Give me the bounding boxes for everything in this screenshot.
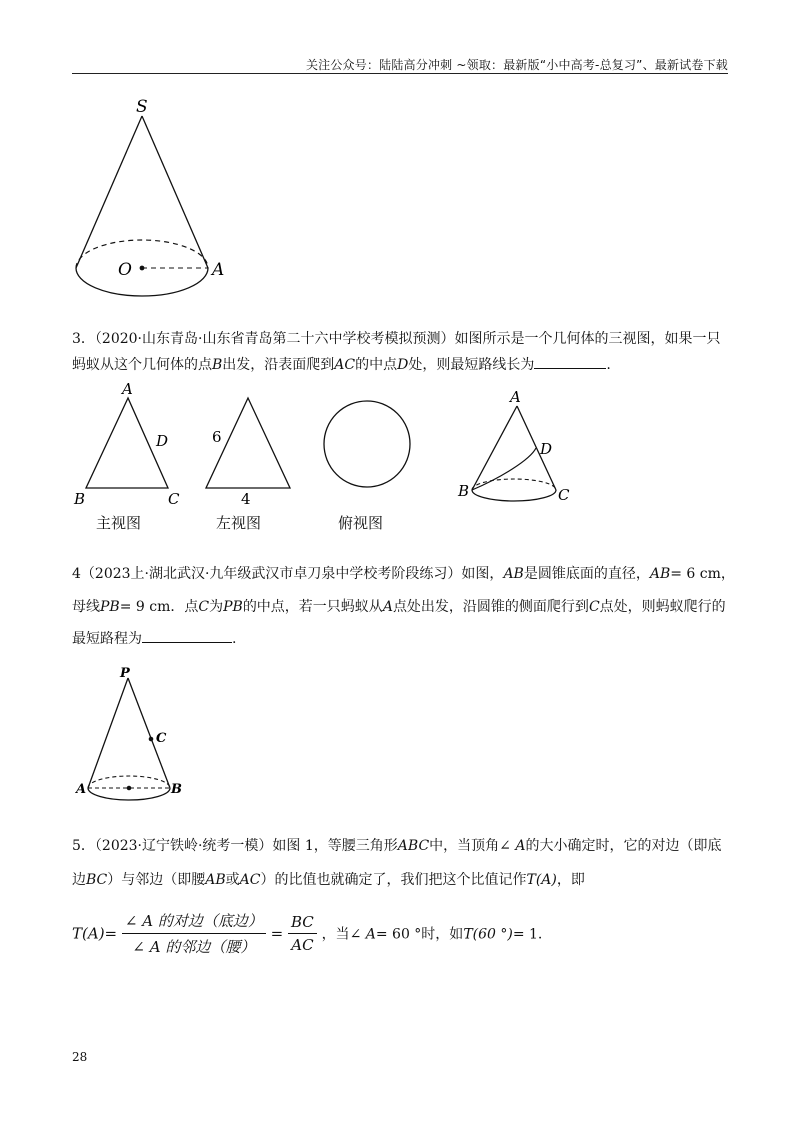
q3-cone-shortest-path bbox=[472, 448, 536, 490]
q5-formula bbox=[72, 910, 542, 957]
q5-line1 bbox=[72, 835, 721, 855]
q3-var-B: B bbox=[212, 357, 223, 373]
cone1-left-slant bbox=[76, 116, 142, 268]
q3-var-D: D bbox=[397, 357, 409, 373]
formula-fraction-2 bbox=[288, 913, 317, 954]
front-label-D: D bbox=[156, 432, 169, 450]
q4-line3 bbox=[72, 628, 236, 648]
left-base-length: 4 bbox=[241, 490, 251, 508]
formula-tail-text: = 60 °时，如 bbox=[375, 926, 464, 943]
q4-label-B: B bbox=[171, 782, 182, 797]
page-number: 28 bbox=[72, 1050, 88, 1064]
q4-answer-blank[interactable] bbox=[142, 628, 232, 643]
q3-text: . bbox=[606, 357, 611, 373]
q5-text: ）的比值也就确定了，我们把这个比值记作 bbox=[260, 872, 527, 888]
cone1-center-dot bbox=[140, 266, 145, 271]
q4-text: 4（2023上·湖北武汉·九年级武汉市卓刀泉中学校考阶段练习）如图， bbox=[72, 566, 504, 582]
q4-var-A: A bbox=[382, 599, 393, 615]
cone1-label-O: O bbox=[118, 260, 132, 280]
front-view-caption: 主视图 bbox=[96, 514, 142, 532]
q3-source: （2020·山东青岛·山东省青岛第二十六中学校考模拟预测）如图所示是一个几何体的三视图，如果一只 bbox=[94, 331, 721, 347]
front-label-A: A bbox=[122, 380, 133, 398]
formula-fraction-1 bbox=[122, 910, 266, 957]
q3-cone-base-front bbox=[472, 490, 556, 501]
q4-text: 是圆锥底面的直径， bbox=[523, 566, 650, 582]
q3-text: 蚂蚁从这个几何体的点 bbox=[72, 357, 212, 373]
q3-answer-blank[interactable] bbox=[534, 354, 606, 369]
q3-line1 bbox=[72, 328, 720, 348]
formula-T60: T(60 °) bbox=[463, 926, 513, 943]
q3-cone-label-C: C bbox=[558, 486, 570, 504]
q5-text: 中，当顶角 bbox=[429, 838, 500, 854]
left-side-length: 6 bbox=[212, 428, 222, 446]
q3-var-AC: AC bbox=[334, 357, 356, 373]
q5-text: 的大小确定时，它的对边（即底 bbox=[525, 838, 722, 854]
q5-var-BC: BC bbox=[86, 872, 108, 888]
q5-text: ）与邻边（即腰 bbox=[107, 872, 206, 888]
q5-text: ，即 bbox=[556, 872, 585, 888]
page-header: 关注公众号：陆陆高分冲刺 ~领取：最新版“小中高考-总复习”、最新试卷下载 bbox=[305, 58, 728, 72]
q5-var-TA: T(A) bbox=[526, 872, 557, 888]
fraction-1-denominator: ∠ A 的邻边（腰） bbox=[132, 938, 256, 956]
top-view-caption: 俯视图 bbox=[338, 514, 384, 532]
q5-text: 5．（2023·辽宁铁岭·统考一模）如图 1，等腰三角形 bbox=[72, 838, 398, 854]
q3-three-views bbox=[60, 380, 600, 510]
q3-number: 3． bbox=[72, 331, 95, 347]
q4-var-PB: PB bbox=[100, 599, 120, 615]
q4-center-dot bbox=[127, 786, 132, 791]
q4-label-C: C bbox=[156, 731, 167, 746]
q4-line1 bbox=[72, 563, 735, 583]
q3-cone-label-B: B bbox=[458, 482, 470, 500]
top-view-circle bbox=[324, 401, 410, 487]
cone1-base-front bbox=[76, 268, 208, 296]
q3-line2 bbox=[72, 354, 611, 374]
header-rule bbox=[72, 73, 728, 74]
q4-text: = 6 cm， bbox=[670, 566, 735, 582]
q5-var-ABC: ABC bbox=[397, 838, 430, 854]
fraction-1-numerator: ∠ A 的对边（底边） bbox=[122, 910, 266, 934]
q3-cone-left bbox=[472, 406, 517, 490]
q4-text: 点处出发，沿圆锥的侧面爬行到 bbox=[392, 599, 589, 615]
q4-cone-figure bbox=[72, 664, 192, 804]
formula-tail-text: ，当 bbox=[321, 926, 350, 943]
cone-figure-1 bbox=[60, 90, 240, 310]
formula-lhs: T(A)= bbox=[72, 924, 118, 943]
q3-text: 处，则最短路线长为 bbox=[408, 357, 535, 373]
q4-text: . bbox=[232, 631, 237, 647]
q3-text: 的中点 bbox=[355, 357, 398, 373]
q4-label-A: A bbox=[76, 782, 87, 797]
q4-var-AB: AB bbox=[503, 566, 524, 582]
q5-text: 或 bbox=[225, 872, 240, 888]
q4-text: 为 bbox=[209, 599, 224, 615]
q4-var-PB: PB bbox=[223, 599, 243, 615]
cone1-label-S: S bbox=[136, 97, 148, 117]
q4-line2 bbox=[72, 596, 726, 616]
q3-cone-label-D: D bbox=[540, 440, 553, 458]
formula-angle-A: ∠ A bbox=[349, 926, 376, 943]
q4-cone-left bbox=[88, 678, 128, 788]
q4-text: 的中点，若一只蚂蚁从 bbox=[242, 599, 383, 615]
left-view-caption: 左视图 bbox=[216, 514, 262, 532]
q5-line2 bbox=[72, 869, 585, 889]
q4-text: 点处，则蚂蚁爬行的 bbox=[599, 599, 726, 615]
q4-text: 母线 bbox=[72, 599, 100, 615]
front-label-C: C bbox=[168, 490, 180, 508]
q4-var-C: C bbox=[588, 599, 600, 615]
q4-var-C: C bbox=[198, 599, 210, 615]
fraction-2-denominator: AC bbox=[291, 936, 314, 954]
q3-cone-label-A: A bbox=[510, 388, 521, 406]
cone1-right-slant bbox=[142, 116, 208, 268]
q4-text: 最短路程为 bbox=[72, 631, 142, 647]
q5-var-AB: AB bbox=[205, 872, 226, 888]
q5-var-angle-A: ∠ A bbox=[499, 838, 526, 854]
formula-equals: = bbox=[270, 924, 284, 943]
front-label-B: B bbox=[74, 490, 86, 508]
cone1-base-back bbox=[76, 240, 208, 268]
formula-tail-text: = 1. bbox=[512, 926, 543, 943]
cone1-label-A: A bbox=[212, 260, 225, 280]
q4-text: = 9 cm．点 bbox=[119, 599, 199, 615]
q5-var-AC: AC bbox=[239, 872, 261, 888]
q4-label-P: P bbox=[120, 666, 130, 681]
q4-point-C-dot bbox=[149, 737, 154, 742]
q4-var-AB: AB bbox=[649, 566, 671, 582]
q3-text: 出发，沿表面爬到 bbox=[222, 357, 335, 373]
fraction-2-numerator: BC bbox=[288, 913, 317, 934]
q5-text: 边 bbox=[72, 872, 86, 888]
